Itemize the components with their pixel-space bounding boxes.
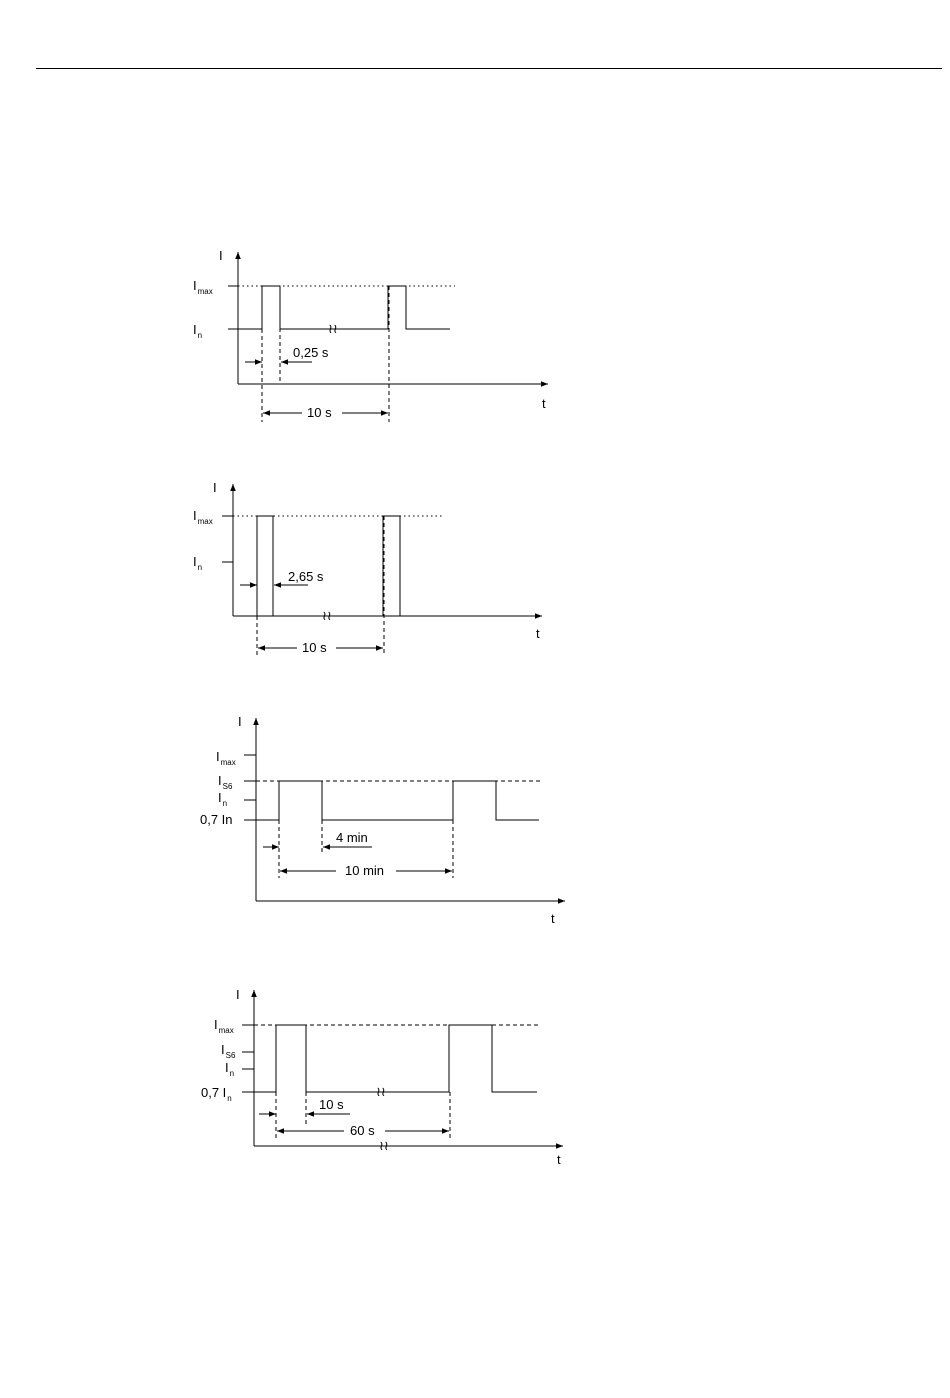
- level-label-is6: $I_{S6}$: [218, 773, 233, 791]
- y-axis-label: I: [238, 714, 242, 729]
- diagram-3: [200, 714, 565, 926]
- y-axis-label: I: [219, 248, 223, 263]
- diagram-4: [201, 987, 563, 1167]
- current-waveform: [233, 516, 400, 616]
- pulse-duration-label: 0,25 s: [293, 345, 329, 360]
- level-label-0-7-in: 0,7 In: [200, 812, 233, 827]
- level-label-is6: $I_{S6}$: [221, 1042, 236, 1060]
- level-label-in: $I_n$: [225, 1060, 235, 1078]
- pulse-duration-label: 2,65 s: [288, 569, 324, 584]
- axis-break: ≀≀: [328, 321, 338, 336]
- y-axis-label: I: [236, 987, 240, 1002]
- period-label: 10 s: [307, 405, 332, 420]
- level-label-in: $I_n$: [218, 790, 228, 808]
- level-label-imax: $I_{max}$: [214, 1017, 234, 1035]
- current-waveform: [256, 781, 539, 820]
- current-waveform: [238, 286, 450, 329]
- axis-break: ≀≀: [376, 1084, 386, 1099]
- level-label-in: $I_n$: [193, 554, 203, 572]
- x-axis-label: t: [557, 1152, 561, 1167]
- period-label: 60 s: [350, 1123, 375, 1138]
- period-label: 10 s: [302, 640, 327, 655]
- pulse-duration-label: 4 min: [336, 830, 368, 845]
- diagram-2: [193, 480, 542, 655]
- current-waveform: [254, 1025, 537, 1092]
- y-axis-label: I: [213, 480, 217, 495]
- level-label-imax: $I_{max}$: [193, 508, 213, 526]
- x-axis-label: t: [551, 911, 555, 926]
- level-label-imax: $I_{max}$: [193, 278, 213, 296]
- diagram-1: [193, 248, 548, 422]
- level-label-in: $I_n$: [193, 322, 203, 340]
- level-label-0-7-in: 0,7 $I_n$: [201, 1085, 232, 1103]
- period-label: 10 min: [345, 863, 385, 878]
- level-label-imax: $I_{max}$: [216, 749, 236, 767]
- x-axis-break: ≀≀: [379, 1138, 389, 1153]
- x-axis-label: t: [536, 626, 540, 641]
- axis-break: ≀≀: [322, 608, 332, 623]
- pulse-duration-label: 10 s: [319, 1097, 344, 1112]
- x-axis-label: t: [542, 396, 546, 411]
